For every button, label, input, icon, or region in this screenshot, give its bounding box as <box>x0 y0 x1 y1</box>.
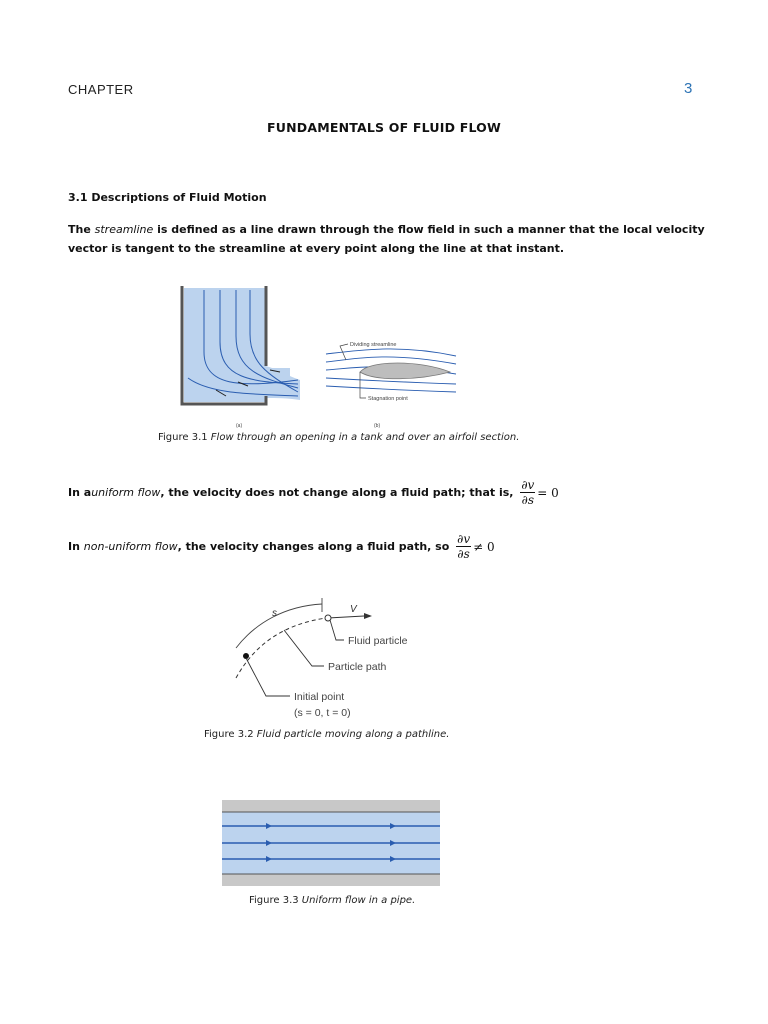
paragraph-text: is defined as a line drawn through the flow field in such a manner that the local velocity vector is tangent to the streamline at every point along the line at that instant. <box>68 223 705 255</box>
chapter-label: CHAPTER <box>68 82 134 97</box>
figure-3-1-illustration <box>180 282 460 430</box>
streamline-paragraph <box>68 220 708 258</box>
caption-label: Figure 3.1 <box>158 432 211 443</box>
particle-path-label: Particle path <box>328 661 387 673</box>
fluid-particle-label: Fluid particle <box>348 635 408 647</box>
term-streamline: streamline <box>94 223 154 236</box>
velocity-vector <box>328 616 364 618</box>
uniform-flow-line <box>68 478 559 507</box>
initial-condition-label: (s = 0, t = 0) <box>294 707 351 719</box>
stagnation-point-label: Stagnation point <box>368 396 408 402</box>
figure-3-1-caption <box>158 432 519 443</box>
velocity-arrowhead <box>364 613 372 619</box>
figure-3-3-illustration <box>222 800 440 886</box>
paragraph-text: The <box>68 223 95 236</box>
equation-relation: ≠ 0 <box>473 539 495 554</box>
caption-text: Flow through an opening in a tank and over an airfoil section. <box>210 432 520 443</box>
equation-relation: = 0 <box>537 485 559 500</box>
tank-water <box>184 288 266 402</box>
nonuniform-text: , the velocity changes along a fluid path, so <box>177 540 454 553</box>
dividing-streamline-label: Dividing streamline <box>350 342 397 348</box>
figure-3-2-caption <box>204 729 449 740</box>
nonuniform-flow-line <box>68 532 495 561</box>
arc-length-arc <box>236 604 322 648</box>
caption-text: Fluid particle moving along a pathline. <box>256 729 450 740</box>
partial-derivative: $\frac{\partial v}{\partial s}$ <box>457 532 471 561</box>
stagnation-leader <box>360 372 366 398</box>
airfoil-shape <box>360 363 450 379</box>
figure-3-2-illustration <box>226 598 446 722</box>
term-uniform-flow: uniform flow <box>91 486 161 499</box>
partial-derivative: $\frac{\partial v}{\partial s}$ <box>521 478 535 507</box>
uniform-text: , the velocity does not change along a fluid path; that is, <box>160 486 518 499</box>
s-label: s <box>272 608 277 619</box>
term-nonuniform-flow: non-uniform flow <box>83 540 178 553</box>
fluid-particle-leader <box>330 620 344 640</box>
subfigure-a-label: (a) <box>236 423 243 429</box>
chapter-number: 3 <box>684 80 693 97</box>
section-heading: 3.1 Descriptions of Fluid Motion <box>68 191 267 204</box>
caption-label: Figure 3.3 <box>249 895 302 906</box>
subfigure-b-label: (b) <box>374 423 381 429</box>
initial-point-label: Initial point <box>294 691 345 703</box>
caption-label: Figure 3.2 <box>204 729 257 740</box>
caption-text: Uniform flow in a pipe. <box>301 895 416 906</box>
uniform-text: In a <box>68 486 92 499</box>
v-label: V <box>350 604 357 615</box>
nonuniform-text: In <box>68 540 84 553</box>
figure-3-3-caption <box>249 895 415 906</box>
particle-path-line <box>236 618 326 678</box>
particle-path-leader <box>284 630 324 666</box>
initial-point-leader <box>246 658 290 696</box>
page-title: FUNDAMENTALS OF FLUID FLOW <box>267 120 501 135</box>
